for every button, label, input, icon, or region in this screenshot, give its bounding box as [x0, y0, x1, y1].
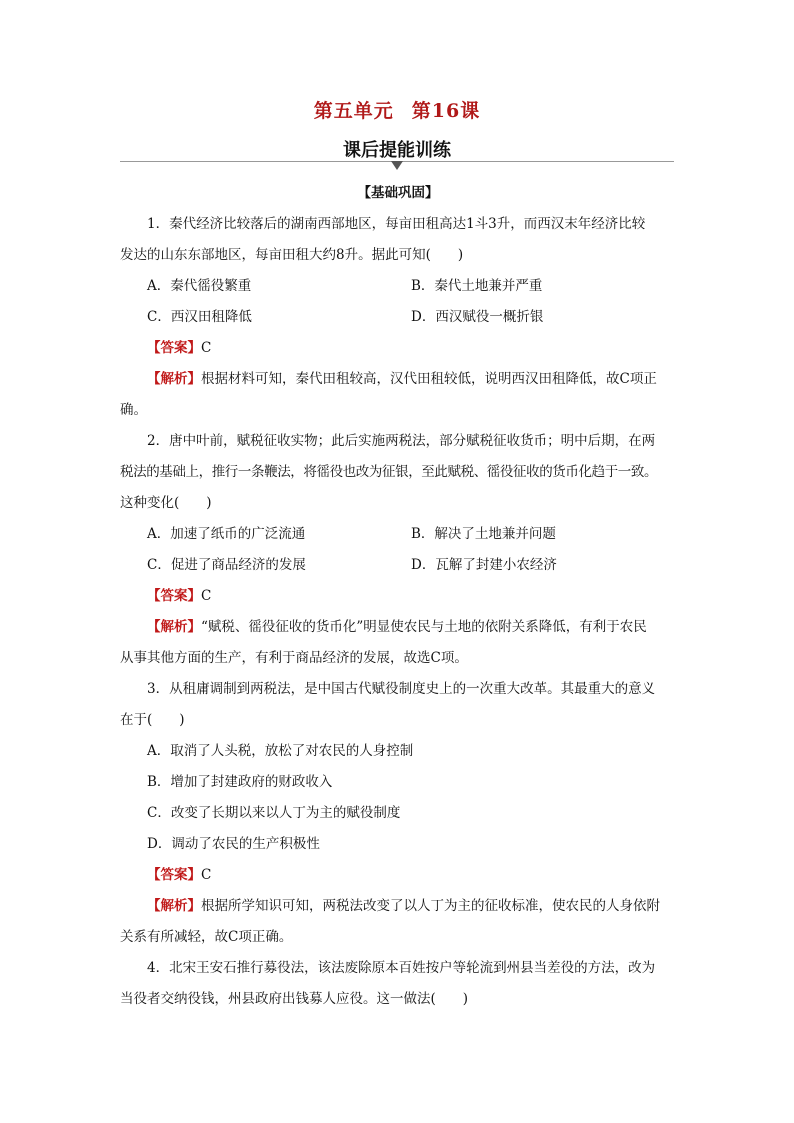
analysis-line [120, 364, 676, 395]
answer-tag: 【答案】 [147, 340, 201, 356]
answer-tag: 【答案】 [147, 588, 201, 604]
analysis-line [120, 891, 676, 922]
option-b: B．增加了封建政府的财政收入 [147, 774, 333, 790]
analysis-text: 根据所学知识可知，两税法改变了以人丁为主的征收标准，使农民的人身依附 [201, 898, 660, 914]
page-subtitle: 课后提能训练 [343, 140, 451, 161]
question-stem: 在于( ) [120, 712, 185, 728]
option-a: A．加速了纸币的广泛流通 [147, 526, 306, 542]
option-c: C．促进了商品经济的发展 [147, 557, 306, 573]
analysis-tag: 【解析】 [147, 371, 201, 387]
unit-label: 第五单元 [313, 100, 394, 122]
analysis-text: 根据材料可知，秦代田租较高，汉代田租较低，说明西汉田租降低，故C项正 [201, 371, 657, 387]
option-row [120, 302, 676, 333]
lesson-label: 第16课 [411, 100, 481, 122]
analysis-text: “赋税、徭役征收的货币化”明显使农民与土地的依附关系降低，有利于农民 [201, 619, 647, 635]
option-d: D．瓦解了封建小农经济 [411, 557, 557, 573]
option-row [120, 271, 676, 302]
analysis-tag: 【解析】 [147, 898, 201, 914]
option-a: A．秦代徭役繁重 [147, 278, 252, 294]
answer-tag: 【答案】 [147, 867, 201, 883]
question-4 [120, 953, 676, 1015]
option-d: D．西汉赋役一概折银 [411, 309, 544, 325]
answer-value: C [201, 340, 212, 356]
question-stem: 发达的山东东部地区，每亩田租大约8升。据此可知( ) [120, 247, 464, 263]
question-2 [120, 426, 676, 674]
question-1 [120, 209, 676, 426]
answer-value: C [201, 867, 212, 883]
answer-value: C [201, 588, 212, 604]
option-row [120, 550, 676, 581]
page-title [0, 96, 794, 123]
option-b: B．解决了土地兼并问题 [411, 526, 556, 542]
analysis-tag: 【解析】 [147, 619, 201, 635]
analysis-line [120, 612, 676, 643]
question-stem: 2．唐中叶前，赋税征收实物；此后实施两税法，部分赋税征收货币；明中后期，在两 [147, 433, 656, 449]
question-stem: 这种变化( ) [120, 495, 212, 511]
question-stem: 4．北宋王安石推行募役法，该法废除原本百姓按户等轮流到州县当差役的方法，改为 [147, 960, 656, 976]
option-a: A．取消了人头税，放松了对农民的人身控制 [147, 743, 414, 759]
divider-arrow-icon [391, 161, 403, 170]
question-3 [120, 674, 676, 953]
option-b: B．秦代土地兼并严重 [411, 278, 543, 294]
option-d: D．调动了农民的生产积极性 [147, 836, 320, 852]
question-stem: 当役者交纳役钱，州县政府出钱募人应役。这一做法( ) [120, 991, 469, 1007]
question-stem: 3．从租庸调制到两税法，是中国古代赋役制度史上的一次重大改革。其最重大的意义 [147, 681, 656, 697]
content-body [120, 178, 676, 1015]
answer-line [120, 581, 676, 612]
section-heading: 【基础巩固】 [357, 185, 439, 201]
analysis-text: 确。 [120, 402, 147, 418]
analysis-text: 从事其他方面的生产，有利于商品经济的发展，故选C项。 [120, 650, 468, 666]
option-c: C．改变了长期以来以人丁为主的赋役制度 [147, 805, 401, 821]
question-stem: 税法的基础上，推行一条鞭法，将徭役也改为征银，至此赋税、徭役征收的货币化趋于一致。 [120, 464, 658, 480]
answer-line [120, 333, 676, 364]
answer-line [120, 860, 676, 891]
analysis-text: 关系有所减轻，故C项正确。 [120, 929, 293, 945]
question-stem: 1．秦代经济比较落后的湖南西部地区，每亩田租高达1斗3升，而西汉末年经济比较 [147, 216, 646, 232]
option-row [120, 519, 676, 550]
option-c: C．西汉田租降低 [147, 309, 252, 325]
